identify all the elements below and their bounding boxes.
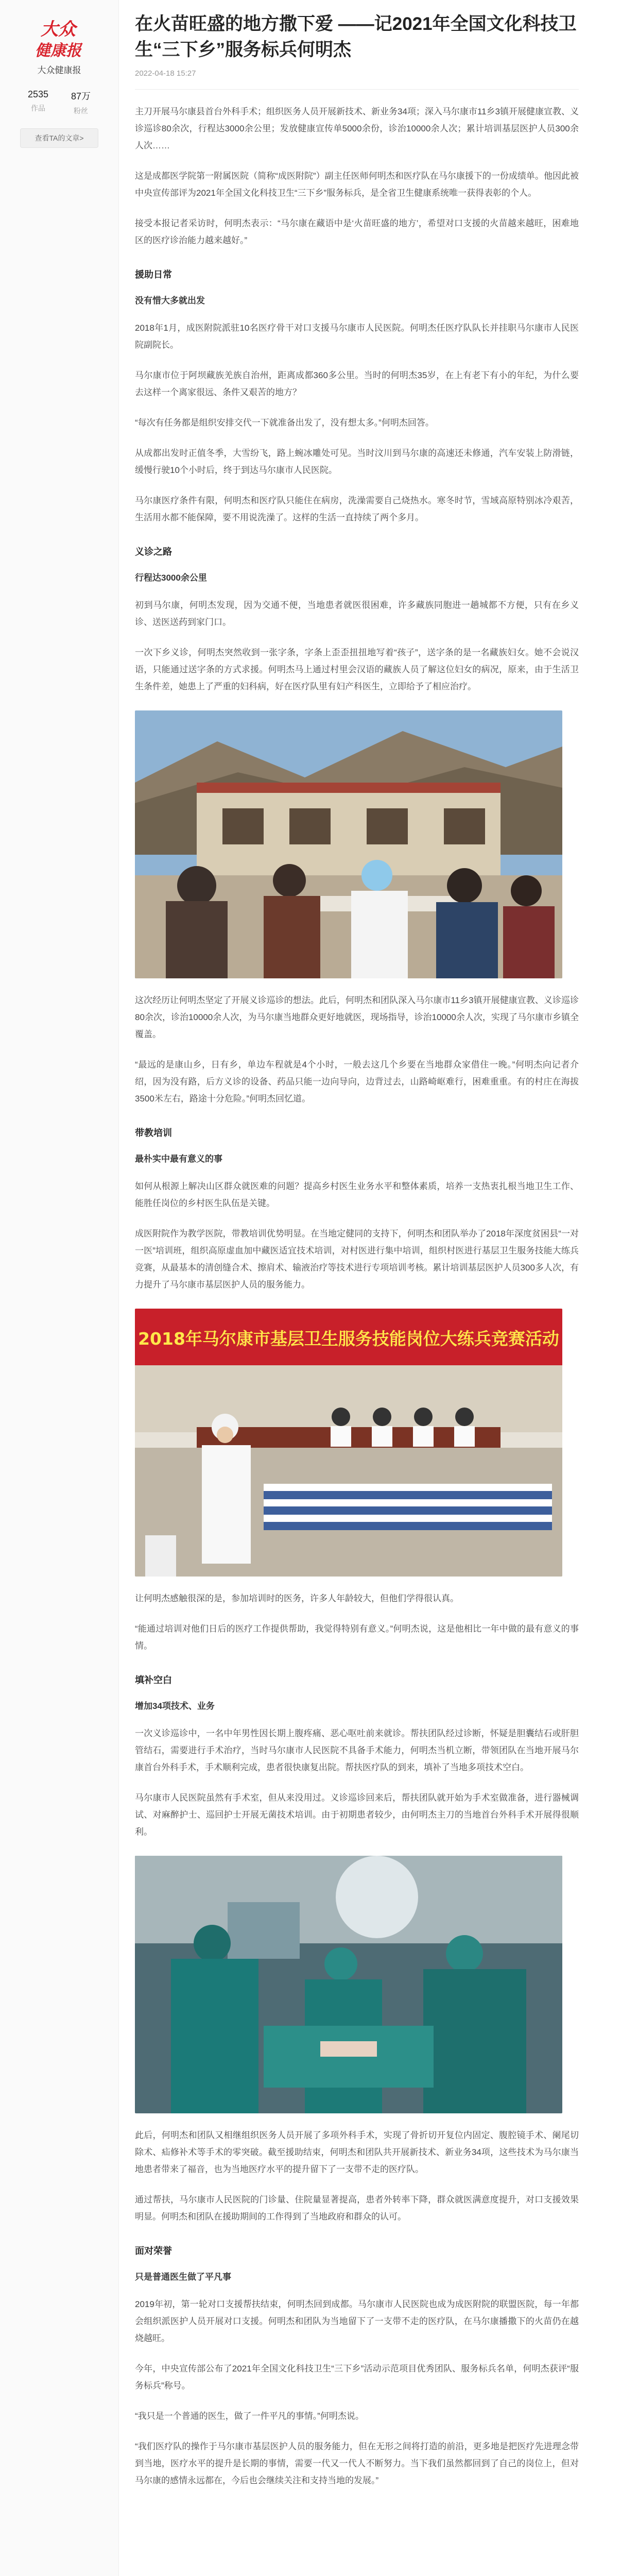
stat-fans-label: 粉丝 — [74, 107, 89, 115]
article-photo-training-hall — [135, 1309, 562, 1577]
body-paragraph: 这次经历让何明杰坚定了开展义诊巡诊的想法。此后，何明杰和团队深入马尔康市11乡3镇开展健康宣教、义诊巡诊80余次，诊治10000余人次，为马尔康当地群众更好地就医，现场指导，诊治10000余人次，实现了马尔康市乡镇全覆盖。 — [135, 995, 579, 1039]
outdoor-clinic-image — [135, 710, 562, 978]
subsection-heading: 增加34项技术、业务 — [135, 1701, 215, 1711]
author-stats — [0, 89, 118, 116]
article-title: 在火苗旺盛的地方撒下爱 ——记2021年全国文化科技卫生“三下乡”服务标兵何明杰 — [135, 14, 577, 60]
article-body — [135, 0, 579, 2502]
body-paragraph: 此后，何明杰和团队又相继组织医务人员开展了多项外科手术，实现了骨折切开复位内固定、腹腔镜手术、阑尾切除术、疝修补术等手术的零突破。截至援助结束，何明杰和团队共开展新技术、新业务34项，这些技术为马尔康当地患者带来了福音，也为当地医疗水平的提升留下了一支带不走的医疗队。 — [135, 2130, 579, 2174]
author-name[interactable]: 大众健康报 — [37, 65, 81, 75]
stat-works-value: 2535 — [27, 89, 48, 99]
author-logo[interactable] — [25, 14, 92, 60]
section-heading: 面对荣誉 — [135, 2246, 172, 2256]
body-paragraph: “能通过培训对他们日后的医疗工作提供帮助，我觉得特别有意义。”何明杰说，这是他相比一年中做的最有意义的事情。 — [135, 1624, 579, 1651]
operating-room-image — [135, 1856, 562, 2113]
section-heading: 援助日常 — [135, 269, 172, 280]
newspaper-logo-icon — [27, 14, 89, 60]
body-paragraph: 成医附院作为教学医院，带教培训优势明显。在当地定健同的支持下，何明杰和团队举办了2018年深度贫困县“一对一医”培训班，组织高原虚血加中藏医适宜技术培训，对村医进行集中培训，组织村医进行基层卫生服务技能大练兵竞赛，从最基本的清创缝合术、擦肩术、输液治疗等技术进行专项培训考核。累计培训基层医护人员300多人次，有力提升了马尔康市基层医护人员的服务能力。 — [135, 1229, 579, 1290]
body-paragraph: 2018年1月，成医附院派驻10名医疗骨干对口支援马尔康市人民医院。何明杰任医疗队队长并挂职马尔康市人民医院副院长。 — [135, 323, 579, 350]
author-sidebar — [0, 0, 119, 2576]
intro-paragraph: 主刀开展马尔康县首台外科手术；组织医务人员开展新技术、新业务34项；深入马尔康市11乡3镇开展健康宣教、义诊巡诊80余次，行程达3000余公里；发放健康宣传单5000余份，诊治10000余人次；累计培训基层医护人员300余人次…… — [135, 107, 579, 150]
body-paragraph: “我只是一个普通的医生，做了一件平凡的事情。”何明杰说。 — [135, 2411, 364, 2421]
body-paragraph: 通过帮扶，马尔康市人民医院的门诊量、住院量显著提高，患者外转率下降，群众就医满意度提升，对口支援效果明显。何明杰和团队在援助期间的工作得到了当地政府和群众的认可。 — [135, 2195, 579, 2222]
article-photo-outdoor-clinic — [135, 710, 562, 978]
body-paragraph: 今年，中央宣传部公布了2021年全国文化科技卫生“三下乡”活动示范项目优秀团队、服务标兵名单，何明杰获评“服务标兵”称号。 — [135, 2364, 579, 2391]
stat-fans — [71, 89, 91, 116]
banner-text: 2018年马尔康市基层卫生服务技能岗位大练兵竞赛活动 — [138, 1329, 559, 1349]
section-heading: 填补空白 — [135, 1675, 172, 1685]
title-divider — [135, 89, 579, 90]
subsection-heading: 只是普通医生做了平凡事 — [135, 2272, 231, 2282]
body-paragraph: 2019年初，第一轮对口支援帮扶结束，何明杰回到成都。马尔康市人民医院也成为成医附院的联盟医院，每一年都会组织派医护人员开展对口支援。何明杰和团队为当地留下了一支带不走的医疗队，在马尔康播撒下的火苗仍在越烧越旺。 — [135, 2299, 579, 2343]
body-paragraph: “我们医疗队的操作于马尔康市基层医护人员的服务能力，但在无形之间将打造的前沿，更多地是把医疗先进理念带到当地，医疗水平的提升是长期的事情，需要一代又一代人不断努力。当下我们虽然都回到了自己的岗位上，但对马尔康的感情永远都在，今后也会继续关注和支持当地的发展。” — [135, 2442, 579, 2485]
svg-text:健康报: 健康报 — [35, 42, 81, 59]
training-hall-image — [135, 1309, 562, 1577]
body-paragraph: 马尔康市人民医院虽然有手术室，但从来没用过。义诊巡诊回来后，帮扶团队就开始为手术室做准备，进行器械调试、对麻醉护士、巡回护士开展无菌技术培训。由于初期患者较少，由何明杰主刀的当地首台外科手术开展得很顺利。 — [135, 1793, 579, 1837]
svg-text:大众: 大众 — [41, 20, 76, 39]
stat-fans-value: 87万 — [71, 91, 91, 101]
section-heading: 义诊之路 — [135, 547, 172, 557]
body-paragraph: 马尔康市位于阿坝藏族羌族自治州，距离成都360多公里。当时的何明杰35岁，在上有老下有小的年纪，为什么要去这样一个离家很远、条件又艰苦的地方？ — [135, 370, 579, 397]
subsection-heading: 最朴实中最有意义的事 — [135, 1154, 222, 1164]
view-articles-button[interactable]: 查看TA的文章> — [20, 128, 98, 148]
body-paragraph: 一次义诊巡诊中，一名中年男性因长期上腹疼痛、恶心呕吐前来就诊。帮扶团队经过诊断，怀疑是胆囊结石或肝胆管结石，需要进行手术治疗，当时马尔康市人民医院不具备手术能力，何明杰当机立断，带领团队在当地开展马尔康首台外科手术，手术顺利完成，患者很快康复出院。帮扶医疗队的到来，填补了当地多项技术空白。 — [135, 1728, 579, 1772]
body-paragraph: 马尔康医疗条件有限，何明杰和医疗队只能住在病房，洗澡需要自己烧热水。寒冬时节，雪域高原特别冰冷艰苦，生活用水都不能保障，要不用说洗澡了。这样的生活一直持续了两个多月。 — [135, 496, 579, 522]
body-paragraph: 如何从根源上解决山区群众就医难的问题？提高乡村医生业务水平和整体素质，培养一支热衷扎根当地卫生工作、能胜任岗位的乡村医生队伍是关键。 — [135, 1181, 579, 1208]
stat-works-label: 作品 — [30, 104, 45, 112]
body-paragraph: 一次下乡义诊，何明杰突然收到一张字条，字条上歪歪扭扭地写着“孩子”，送字条的是一名藏族妇女。她不会说汉语，只能通过送字条的方式求援。何明杰马上通过村里会汉语的藏族人员了解这位妇女的病况，原来，由于生活卫生条件差，她患上了严重的妇科病，好在医疗队里有妇产科医生，立即给予了相应治疗。 — [135, 648, 579, 691]
body-paragraph: 让何明杰感触很深的是，参加培训时的医务，许多人年龄较大，但他们学得很认真。 — [135, 1594, 459, 1603]
stat-works — [28, 89, 48, 116]
article-date: 2022-04-18 15:27 — [135, 69, 196, 78]
section-heading: 带教培训 — [135, 1128, 172, 1138]
intro-paragraph: 这是成都医学院第一附属医院（简称“成医附院”）副主任医师何明杰和医疗队在马尔康援下的一份成绩单。他因此被中央宣传部评为2021年全国文化科技卫生“三下乡”服务标兵，是全省卫生健康系统唯一获得表彰的个人。 — [135, 171, 579, 198]
body-paragraph: “最远的是康山乡，日有乡，单边车程就是4个小时，一般去这几个乡要在当地群众家借住一晚。”何明杰向记者介绍，因为没有路，后方义诊的设备、药品只能一边向导向，边背过去，山路崎岖难行，困难重重。有的村庄在海拔3500米左右，路途十分危险。”何明杰回忆道。 — [135, 1060, 579, 1104]
body-paragraph: “每次有任务都是组织安排交代一下就准备出发了，没有想太多。”何明杰回答。 — [135, 418, 434, 428]
body-paragraph: 从成都出发时正值冬季，大雪纷飞，路上蜿冰雕处可见。当时汶川到马尔康的高速还未修通，汽车安装上防滑链，缓慢行驶10个小时后，终于到达马尔康市人民医院。 — [135, 448, 579, 475]
intro-paragraph: 接受本报记者采访时，何明杰表示：“马尔康在藏语中是‘火苗旺盛的地方’，希望对口支援的火苗越来越旺，困难地区的医疗诊治能力越来越好。” — [135, 218, 579, 245]
body-paragraph: 初到马尔康，何明杰发现，因为交通不便，当地患者就医很困难，许多藏族同胞进一趟城都不方便，只有在乡义诊、送医送药到家门口。 — [135, 600, 579, 627]
article-content — [135, 103, 579, 2489]
subsection-heading: 没有惜大多就出发 — [135, 296, 205, 306]
subsection-heading: 行程达3000余公里 — [135, 573, 207, 583]
article-photo-operating-room — [135, 1856, 562, 2113]
